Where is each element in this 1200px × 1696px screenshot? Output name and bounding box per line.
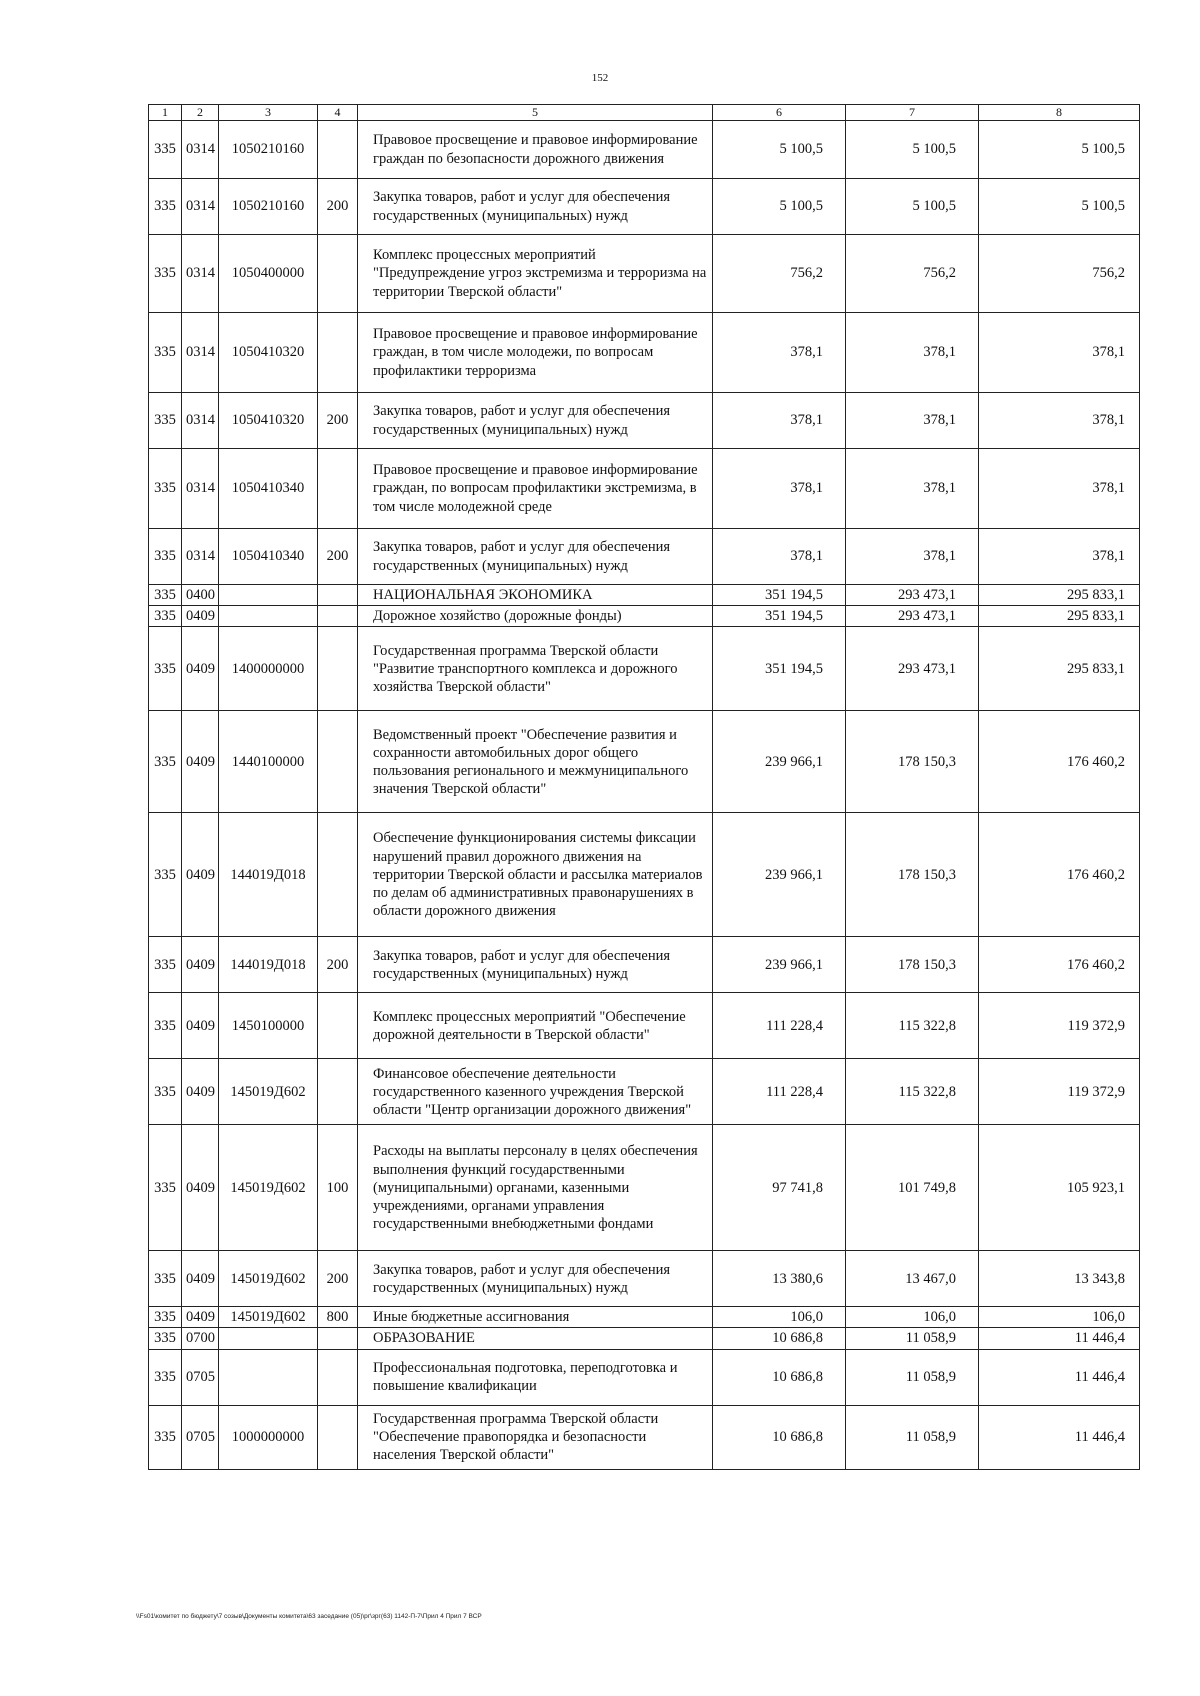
cell-target-article [219,1349,318,1405]
cell-ministry-code: 335 [149,937,182,993]
cell-ministry-code: 335 [149,606,182,627]
cell-ministry-code: 335 [149,813,182,937]
cell-amount-year-1: 378,1 [713,313,846,393]
cell-expense-type [318,993,358,1059]
cell-expense-type [318,711,358,813]
cell-amount-year-3: 5 100,5 [979,179,1140,235]
cell-description: Финансовое обеспечение деятельности государственного казенного учреждения Тверской области "Центр организации дорожного движения" [358,1059,713,1125]
table-row [149,627,1140,711]
cell-description: Закупка товаров, работ и услуг для обеспечения государственных (муниципальных) нужд [358,393,713,449]
cell-target-article: 144019Д018 [219,937,318,993]
cell-section-code: 0409 [182,993,219,1059]
cell-amount-year-2: 11 058,9 [846,1328,979,1349]
cell-expense-type: 800 [318,1307,358,1328]
cell-description: Правовое просвещение и правовое информирование граждан по безопасности дорожного движения [358,121,713,179]
cell-amount-year-3: 756,2 [979,235,1140,313]
cell-amount-year-1: 106,0 [713,1307,846,1328]
cell-section-code: 0409 [182,627,219,711]
cell-section-code: 0409 [182,1307,219,1328]
cell-section-code: 0700 [182,1328,219,1349]
cell-amount-year-2: 115 322,8 [846,993,979,1059]
cell-target-article: 1050410340 [219,529,318,585]
cell-target-article: 145019Д602 [219,1251,318,1307]
cell-expense-type [318,235,358,313]
cell-amount-year-1: 5 100,5 [713,121,846,179]
cell-amount-year-3: 13 343,8 [979,1251,1140,1307]
cell-section-code: 0314 [182,393,219,449]
cell-amount-year-3: 378,1 [979,393,1140,449]
cell-expense-type: 200 [318,179,358,235]
cell-description: ОБРАЗОВАНИЕ [358,1328,713,1349]
cell-expense-type: 200 [318,937,358,993]
cell-amount-year-3: 176 460,2 [979,813,1140,937]
cell-ministry-code: 335 [149,449,182,529]
cell-expense-type [318,813,358,937]
cell-target-article: 1050410320 [219,393,318,449]
table-row [149,937,1140,993]
cell-target-article: 1050400000 [219,235,318,313]
cell-description: Государственная программа Тверской области "Развитие транспортного комплекса и дорожного хозяйства Тверской области" [358,627,713,711]
cell-amount-year-3: 295 833,1 [979,627,1140,711]
cell-amount-year-3: 11 446,4 [979,1349,1140,1405]
cell-expense-type: 200 [318,393,358,449]
cell-ministry-code: 335 [149,1125,182,1251]
cell-target-article: 1050210160 [219,179,318,235]
cell-amount-year-2: 106,0 [846,1307,979,1328]
cell-section-code: 0705 [182,1405,219,1469]
cell-section-code: 0314 [182,313,219,393]
cell-target-article: 1000000000 [219,1405,318,1469]
cell-amount-year-1: 378,1 [713,449,846,529]
cell-amount-year-2: 378,1 [846,529,979,585]
cell-amount-year-1: 239 966,1 [713,937,846,993]
cell-amount-year-2: 101 749,8 [846,1125,979,1251]
cell-section-code: 0409 [182,1125,219,1251]
cell-amount-year-2: 5 100,5 [846,179,979,235]
cell-section-code: 0409 [182,813,219,937]
table-row [149,1251,1140,1307]
cell-amount-year-2: 13 467,0 [846,1251,979,1307]
column-header: 2 [182,105,219,121]
cell-description: Ведомственный проект "Обеспечение развития и сохранности автомобильных дорог общего пользования регионального и межмуниципального значения Тверской области" [358,711,713,813]
cell-amount-year-2: 293 473,1 [846,585,979,606]
cell-target-article: 144019Д018 [219,813,318,937]
cell-ministry-code: 335 [149,1405,182,1469]
cell-amount-year-1: 351 194,5 [713,606,846,627]
cell-ministry-code: 335 [149,1307,182,1328]
cell-amount-year-3: 295 833,1 [979,606,1140,627]
column-header: 3 [219,105,318,121]
cell-expense-type: 200 [318,1251,358,1307]
cell-ministry-code: 335 [149,1349,182,1405]
cell-ministry-code: 335 [149,711,182,813]
cell-expense-type [318,1059,358,1125]
cell-amount-year-2: 178 150,3 [846,937,979,993]
cell-amount-year-1: 239 966,1 [713,813,846,937]
cell-description: Закупка товаров, работ и услуг для обеспечения государственных (муниципальных) нужд [358,529,713,585]
cell-amount-year-3: 11 446,4 [979,1328,1140,1349]
cell-description: Закупка товаров, работ и услуг для обеспечения государственных (муниципальных) нужд [358,937,713,993]
column-header: 6 [713,105,846,121]
cell-amount-year-2: 178 150,3 [846,813,979,937]
cell-target-article [219,606,318,627]
cell-amount-year-1: 351 194,5 [713,627,846,711]
table-row [149,313,1140,393]
cell-section-code: 0400 [182,585,219,606]
cell-section-code: 0409 [182,937,219,993]
cell-amount-year-2: 378,1 [846,313,979,393]
cell-amount-year-2: 178 150,3 [846,711,979,813]
cell-target-article: 1440100000 [219,711,318,813]
cell-target-article: 1450100000 [219,993,318,1059]
cell-description: Расходы на выплаты персоналу в целях обеспечения выполнения функций государственными (муниципальными) органами, казенными учреждениями, органами управления государственными внебюджетными фондами [358,1125,713,1251]
cell-description: Закупка товаров, работ и услуг для обеспечения государственных (муниципальных) нужд [358,179,713,235]
cell-target-article: 145019Д602 [219,1059,318,1125]
cell-amount-year-3: 378,1 [979,529,1140,585]
table-row [149,1125,1140,1251]
cell-section-code: 0314 [182,449,219,529]
cell-amount-year-2: 293 473,1 [846,627,979,711]
cell-ministry-code: 335 [149,993,182,1059]
table-row [149,1059,1140,1125]
table-row [149,1349,1140,1405]
table-row [149,179,1140,235]
cell-description: Комплекс процессных мероприятий "Предупреждение угроз экстремизма и терроризма на территории Тверской области" [358,235,713,313]
cell-ministry-code: 335 [149,1251,182,1307]
cell-expense-type: 200 [318,529,358,585]
cell-amount-year-1: 10 686,8 [713,1349,846,1405]
cell-amount-year-3: 119 372,9 [979,993,1140,1059]
cell-ministry-code: 335 [149,585,182,606]
table-row [149,993,1140,1059]
cell-amount-year-2: 756,2 [846,235,979,313]
cell-amount-year-1: 111 228,4 [713,1059,846,1125]
column-header: 8 [979,105,1140,121]
cell-target-article [219,1328,318,1349]
cell-amount-year-3: 5 100,5 [979,121,1140,179]
cell-expense-type [318,121,358,179]
cell-amount-year-3: 378,1 [979,313,1140,393]
cell-expense-type [318,1328,358,1349]
table-row [149,1307,1140,1328]
cell-amount-year-3: 11 446,4 [979,1405,1140,1469]
cell-expense-type [318,313,358,393]
page-number: 152 [591,72,609,84]
cell-amount-year-1: 111 228,4 [713,993,846,1059]
table-row [149,529,1140,585]
cell-description: Правовое просвещение и правовое информирование граждан, в том числе молодежи, по вопросам профилактики терроризма [358,313,713,393]
cell-amount-year-3: 106,0 [979,1307,1140,1328]
cell-amount-year-1: 10 686,8 [713,1328,846,1349]
cell-description: Дорожное хозяйство (дорожные фонды) [358,606,713,627]
table-row [149,711,1140,813]
cell-amount-year-3: 378,1 [979,449,1140,529]
cell-amount-year-3: 176 460,2 [979,937,1140,993]
cell-target-article: 145019Д602 [219,1125,318,1251]
cell-section-code: 0314 [182,121,219,179]
cell-amount-year-1: 756,2 [713,235,846,313]
table-row [149,235,1140,313]
cell-description: Обеспечение функционирования системы фиксации нарушений правил дорожного движения на территории Тверской области и рассылка материалов по делам об административных правонарушениях в области дорожного движения [358,813,713,937]
cell-ministry-code: 335 [149,1328,182,1349]
cell-ministry-code: 335 [149,393,182,449]
cell-target-article [219,585,318,606]
cell-section-code: 0705 [182,1349,219,1405]
cell-amount-year-1: 10 686,8 [713,1405,846,1469]
cell-expense-type: 100 [318,1125,358,1251]
cell-amount-year-1: 13 380,6 [713,1251,846,1307]
column-header: 1 [149,105,182,121]
cell-amount-year-1: 378,1 [713,393,846,449]
cell-amount-year-3: 105 923,1 [979,1125,1140,1251]
cell-ministry-code: 335 [149,179,182,235]
table-row [149,813,1140,937]
cell-description: Государственная программа Тверской области "Обеспечение правопорядка и безопасности населения Тверской области" [358,1405,713,1469]
cell-amount-year-2: 5 100,5 [846,121,979,179]
cell-expense-type [318,627,358,711]
cell-section-code: 0409 [182,606,219,627]
cell-ministry-code: 335 [149,529,182,585]
cell-ministry-code: 335 [149,121,182,179]
cell-section-code: 0314 [182,529,219,585]
cell-amount-year-2: 378,1 [846,393,979,449]
cell-description: Комплекс процессных мероприятий "Обеспечение дорожной деятельности в Тверской области" [358,993,713,1059]
table-row [149,121,1140,179]
cell-ministry-code: 335 [149,1059,182,1125]
cell-section-code: 0409 [182,1251,219,1307]
table-header-row [149,105,1140,121]
column-header: 7 [846,105,979,121]
column-header: 5 [358,105,713,121]
cell-expense-type [318,585,358,606]
table-row [149,606,1140,627]
cell-target-article: 1400000000 [219,627,318,711]
cell-expense-type [318,1349,358,1405]
cell-expense-type [318,449,358,529]
cell-ministry-code: 335 [149,235,182,313]
cell-description: Правовое просвещение и правовое информирование граждан, по вопросам профилактики экстремизма, в том числе молодежной среде [358,449,713,529]
cell-target-article: 1050410320 [219,313,318,393]
cell-target-article: 1050410340 [219,449,318,529]
cell-section-code: 0314 [182,235,219,313]
cell-description: Иные бюджетные ассигнования [358,1307,713,1328]
cell-ministry-code: 335 [149,313,182,393]
cell-amount-year-1: 378,1 [713,529,846,585]
cell-amount-year-2: 11 058,9 [846,1405,979,1469]
cell-description: Профессиональная подготовка, переподготовка и повышение квалификации [358,1349,713,1405]
cell-amount-year-3: 295 833,1 [979,585,1140,606]
cell-description: Закупка товаров, работ и услуг для обеспечения государственных (муниципальных) нужд [358,1251,713,1307]
cell-target-article: 145019Д602 [219,1307,318,1328]
cell-amount-year-2: 115 322,8 [846,1059,979,1125]
footer-file-path: \\Fs01\комитет по бюджету\7 созыв\Документы комитета\63 заседание (05)\рг\зрг(63) 1142-П-7\Прил 4 Прил 7 ВСР [136,1613,482,1620]
table-row [149,1328,1140,1349]
column-header: 4 [318,105,358,121]
cell-amount-year-2: 378,1 [846,449,979,529]
cell-section-code: 0314 [182,179,219,235]
cell-amount-year-1: 97 741,8 [713,1125,846,1251]
cell-section-code: 0409 [182,711,219,813]
cell-section-code: 0409 [182,1059,219,1125]
budget-table [148,104,1140,1470]
cell-amount-year-1: 351 194,5 [713,585,846,606]
cell-amount-year-1: 5 100,5 [713,179,846,235]
cell-description: НАЦИОНАЛЬНАЯ ЭКОНОМИКА [358,585,713,606]
table-row [149,585,1140,606]
cell-expense-type [318,606,358,627]
cell-target-article: 1050210160 [219,121,318,179]
cell-amount-year-2: 293 473,1 [846,606,979,627]
cell-amount-year-1: 239 966,1 [713,711,846,813]
cell-expense-type [318,1405,358,1469]
cell-amount-year-2: 11 058,9 [846,1349,979,1405]
table-row [149,1405,1140,1469]
table-row [149,449,1140,529]
cell-amount-year-3: 176 460,2 [979,711,1140,813]
table-row [149,393,1140,449]
cell-ministry-code: 335 [149,627,182,711]
cell-amount-year-3: 119 372,9 [979,1059,1140,1125]
